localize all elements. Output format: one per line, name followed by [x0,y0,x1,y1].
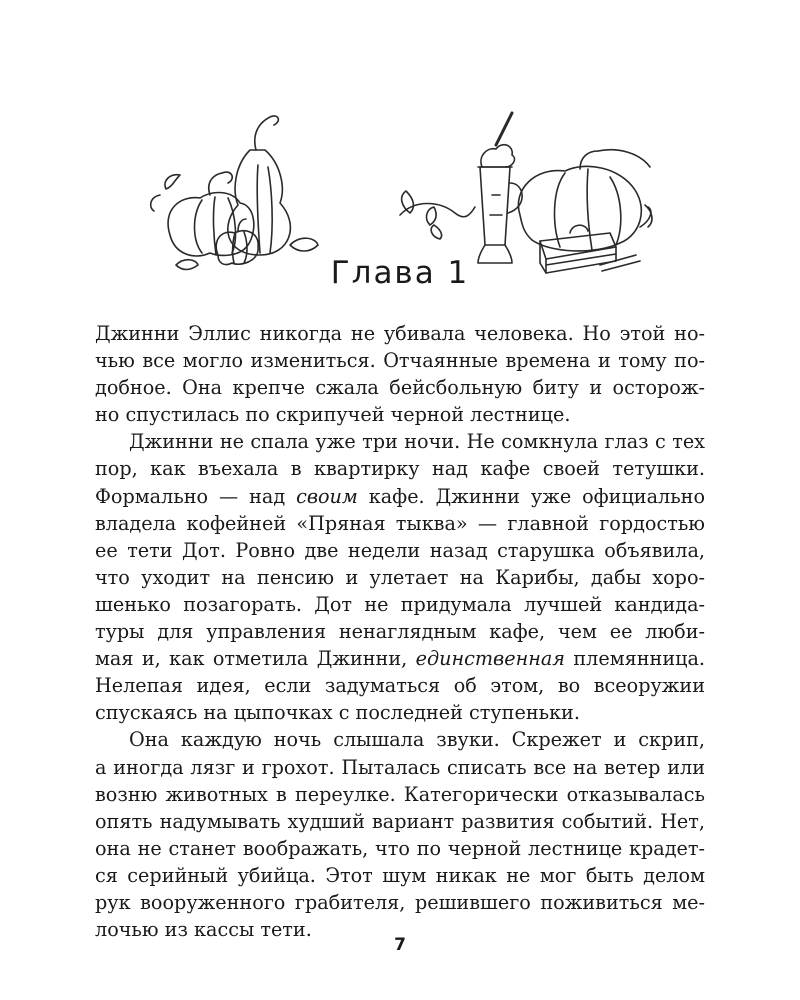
text-line: ся серийный убийца. Этот шум никак не мог быть делом [95,863,705,887]
text-line: ее тети Дот. Ровно две недели назад старушка объявила, [95,538,705,562]
text-line: мая и, как отметила Джинни, единственная племянница. [95,647,705,671]
text-line: чью все могло измениться. Отчаянные времена и тому по- [95,349,705,373]
emphasis: единственная [415,647,566,671]
text-line: а иногда лязг и грохот. Пыталась списать все на ветер или [95,755,705,779]
text-line: рук вооруженного грабителя, решившего поживиться ме- [95,890,705,914]
text-line: лочью из кассы тети. [95,918,312,942]
emphasis: своим [296,484,358,508]
chapter-body [95,320,705,943]
pumpkin-drawing [151,172,254,256]
paragraph [95,320,705,428]
gourd-drawing [228,116,291,255]
text-line: владела кофейней «Пряная тыква» — главной гордостью [95,511,705,535]
text-line: она не станет воображать, что по черной лестнице крадет- [95,836,705,860]
page-number: 7 [394,935,406,955]
chapter-title: Глава 1 [330,255,470,291]
text-line: Формально — над своим кафе. Джинни уже официально [95,484,705,508]
text-line: Джинни не спала уже три ночи. Не сомкнула глаз с тех [129,430,705,454]
latte-glass-drawing [478,113,522,263]
text-line: пор, как въехала в квартирку над кафе своей тетушки. [95,457,705,481]
text-line: туры для управления ненаглядным кафе, чем ее люби- [95,620,705,644]
text-line: шенько позагорать. Дот не придумала лучшей кандида- [95,592,705,616]
text-line: опять надумывать худший вариант развития событий. Нет, [95,809,705,833]
text-line: добное. Она крепче сжала бейсбольную биту и осторож- [95,376,705,400]
text-line: Нелепая идея, если задуматься об этом, во всеоружии [95,674,705,698]
paragraph [95,428,705,726]
text-line: спускаясь на цыпочках с последней ступеньки. [95,701,580,725]
text-line: Джинни Эллис никогда не убивала человека. Но этой но- [95,322,705,345]
text-line: но спустилась по скрипучей черной лестнице. [95,403,571,427]
paragraph [95,726,705,943]
text-line: что уходит на пенсию и улетает на Карибы, дабы хоро- [95,565,705,589]
text-line: возню животных в переулке. Категорически отказывалась [95,782,705,806]
text-line: Она каждую ночь слышала звуки. Скрежет и скрип, [129,728,705,752]
